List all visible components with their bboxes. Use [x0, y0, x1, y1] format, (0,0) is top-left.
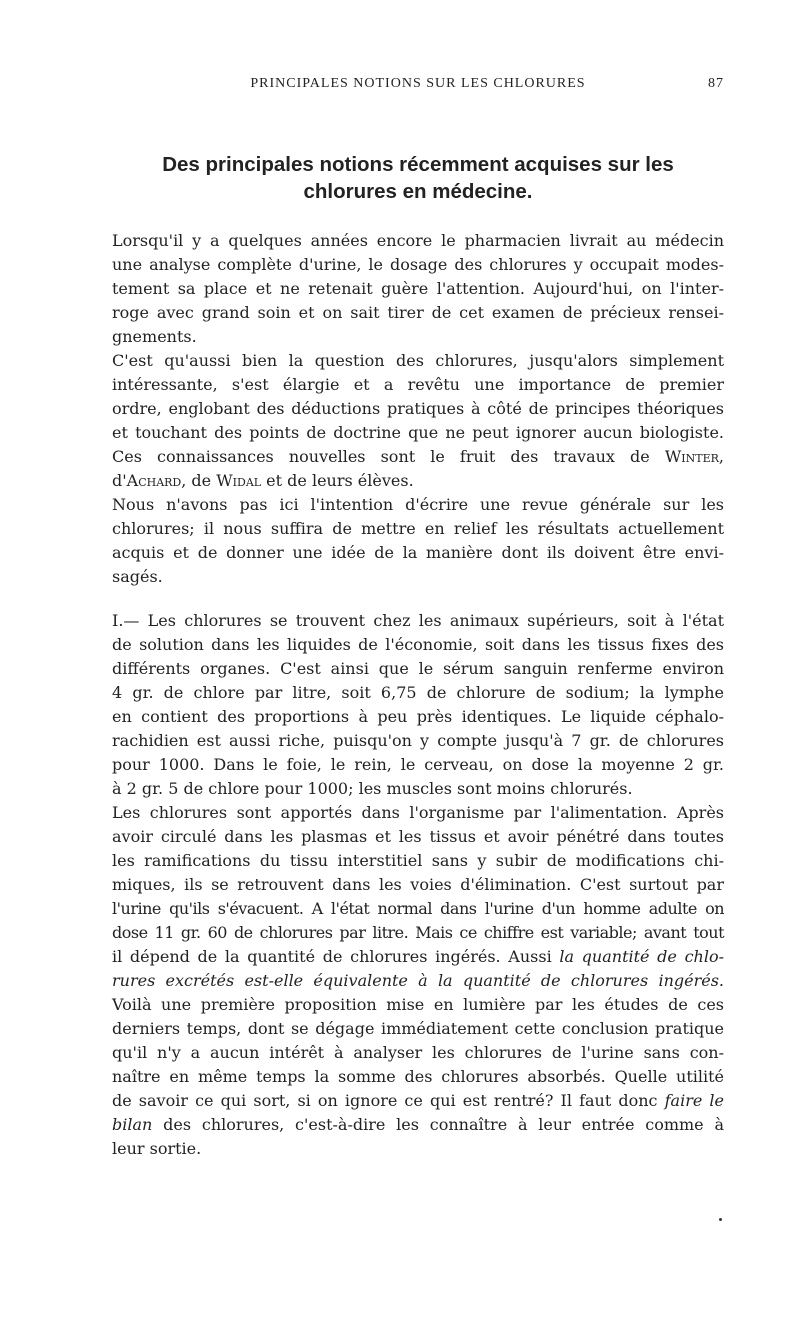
text-line: [112, 1114, 724, 1136]
text-line: qu'il n'y a aucun intérêt à analyser les chlorures de l'urine sans con-: [112, 1043, 724, 1062]
emphasis-text: la quantité de chlo-: [559, 947, 724, 966]
text-line: Nous n'avons pas ici l'intention d'écrire une revue générale sur les: [112, 495, 724, 514]
article-title: [112, 151, 724, 205]
text-line: ordre, englobant des déductions pratiques à côté de principes théoriques: [112, 399, 724, 418]
text-line: rachidien est aussi riche, puisqu'on y compte jusqu'à 7 gr. de chlorures: [112, 731, 724, 750]
running-head: [112, 76, 724, 98]
text-line: sagés.: [112, 567, 163, 586]
text-line: naître en même temps la somme des chlorures absorbés. Quelle utilité: [112, 1067, 724, 1086]
emphasis-text: faire le: [664, 1091, 724, 1110]
text-line: C'est qu'aussi bien la question des chlorures, jusqu'alors simplement: [112, 351, 724, 370]
text-span: et de leurs élèves.: [261, 471, 414, 490]
article-title-line-1: Des principales notions récemment acquises sur les: [162, 153, 674, 176]
article-title-line-2: chlorures en médecine.: [303, 180, 533, 203]
text-line: Lorsqu'il y a quelques années encore le pharmacien livrait au médecin: [112, 231, 724, 250]
text-line: Voilà une première proposition mise en lumière par les études de ces: [112, 995, 724, 1014]
text-span: il dépend de la quantité de chlorures ingérés. Aussi: [112, 947, 560, 966]
author-name-winter: Winter,: [664, 447, 724, 466]
text-line: [112, 1090, 724, 1112]
text-line: gnements.: [112, 327, 197, 346]
text-line: chlorures; il nous suffira de mettre en relief les résultats actuellement: [112, 519, 724, 538]
text-span: Ces connaissances nouvelles sont le fruit des travaux de: [112, 447, 665, 466]
text-line: acquis et de donner une idée de la manière dont ils doivent être envi-: [112, 543, 724, 562]
text-span: de savoir ce qui sort, si on ignore ce qui est rentré? Il faut donc: [112, 1091, 665, 1110]
text-span: de: [186, 471, 217, 490]
text-line: derniers temps, dont se dégage immédiatement cette conclusion pratique: [112, 1019, 724, 1038]
text-line: miques, ils se retrouvent dans les voies d'élimination. C'est surtout par: [112, 875, 724, 894]
text-line: en contient des proportions à peu près identiques. Le liquide céphalo-: [112, 707, 724, 726]
author-name-widal: Widal: [216, 471, 262, 490]
text-line: les ramifications du tissu interstitiel sans y subir de modifications chi-: [112, 851, 724, 870]
running-title: PRINCIPALES NOTIONS SUR LES CHLORURES: [250, 76, 586, 91]
text-line: leur sortie.: [112, 1139, 202, 1158]
text-line: roge avec grand soin et on sait tirer de cet examen de précieux rensei-: [112, 303, 724, 322]
text-line: avoir circulé dans les plasmas et les tissus et avoir pénétré dans toutes: [112, 827, 724, 846]
text-span: des chlorures, c'est-à-dire les connaître à leur entrée comme à: [152, 1115, 724, 1134]
text-line: à 2 gr. 5 de chlore pour 1000; les muscles sont moins chlorurés.: [112, 779, 633, 798]
text-span: d': [112, 471, 127, 490]
text-line: tement sa place et ne retenait guère l'attention. Aujourd'hui, on l'inter-: [112, 279, 724, 298]
emphasis-line: rures excrétés est-elle équivalente à la quantité de chlorures ingérés.: [112, 971, 724, 990]
text-line: Les chlorures sont apportés dans l'organisme par l'alimentation. Après: [112, 803, 724, 822]
text-line: [112, 946, 724, 968]
author-name-achard: Achard,: [126, 471, 187, 490]
text-line: l'urine qu'ils s'évacuent. A l'état normal dans l'urine d'un homme adulte on: [112, 899, 724, 918]
print-speck: [719, 1218, 722, 1221]
text-line: et touchant des points de doctrine que ne peut ignorer aucun biologiste.: [112, 423, 724, 442]
text-line: [112, 446, 724, 468]
text-line: de solution dans les liquides de l'économie, soit dans les tissus fixes des: [112, 635, 724, 654]
text-line: intéressante, s'est élargie et a revêtu une importance de premier: [112, 375, 724, 394]
text-line: dose 11 gr. 60 de chlorures par litre. Mais ce chiffre est variable; avant tout: [112, 923, 724, 942]
text-line: une analyse complète d'urine, le dosage des chlorures y occupait modes-: [112, 255, 724, 274]
text-line: 4 gr. de chlore par litre, soit 6,75 de chlorure de sodium; la lymphe: [112, 683, 724, 702]
page-number: 87: [708, 76, 724, 91]
section-heading-line: I.— Les chlorures se trouvent chez les animaux supérieurs, soit à l'état: [112, 611, 724, 630]
text-line: différents organes. C'est ainsi que le sérum sanguin renferme environ: [112, 659, 724, 678]
text-line: [112, 470, 724, 492]
emphasis-text: bilan: [112, 1115, 153, 1134]
text-line: pour 1000. Dans le foie, le rein, le cerveau, on dose la moyenne 2 gr.: [112, 755, 724, 774]
